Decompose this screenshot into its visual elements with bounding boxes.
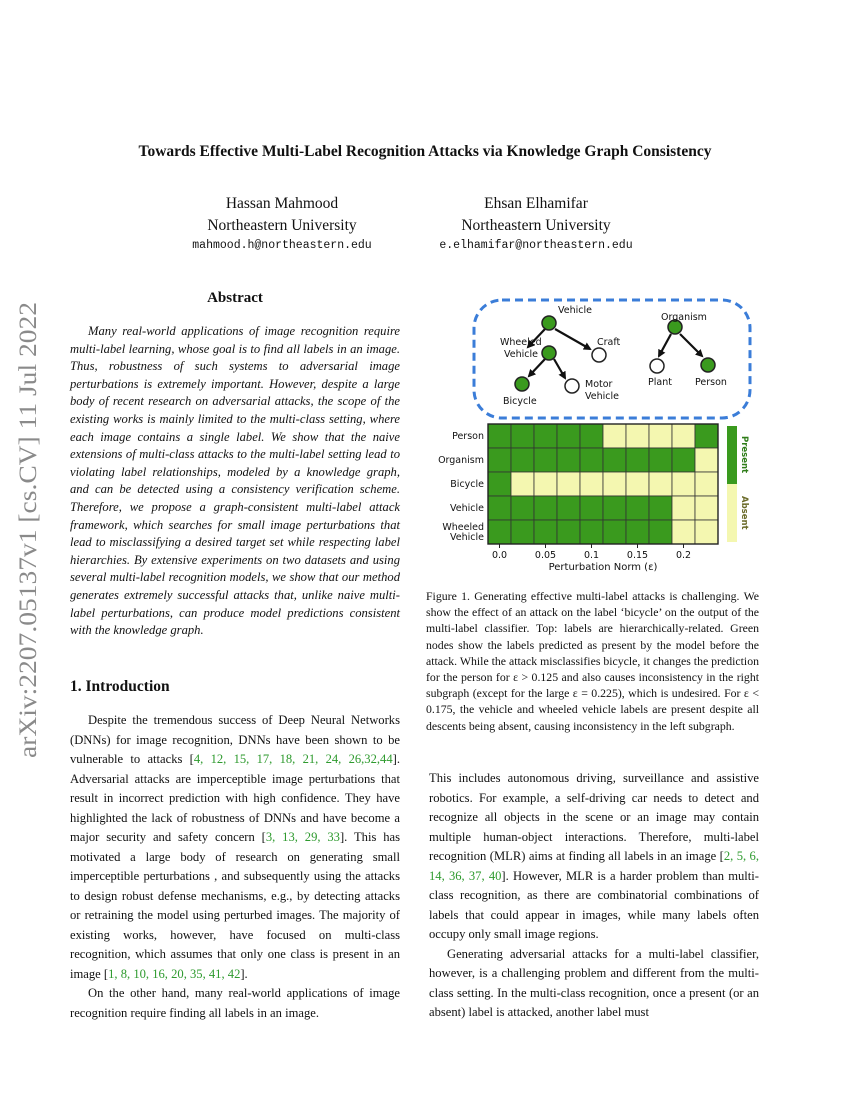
heatmap-cell bbox=[557, 520, 580, 544]
heatmap-cell bbox=[672, 496, 695, 520]
heatmap-cell bbox=[580, 472, 603, 496]
intro-paragraph-1 bbox=[70, 711, 400, 984]
heatmap-cell bbox=[672, 520, 695, 544]
heatmap-cell bbox=[534, 520, 557, 544]
heatmap-cell bbox=[488, 520, 511, 544]
intro-text: ]. Adversarial attacks are imperceptible image perturbations that result in incorrect prediction with high confidence. They have highlighted the lack of robustness of DNNs and have become a major security and safety concern [ bbox=[70, 752, 400, 844]
intro-left-column bbox=[70, 711, 400, 1023]
heatmap-cell bbox=[695, 520, 718, 544]
heatmap-row-label: Organism bbox=[438, 455, 484, 466]
heatmap-cell bbox=[603, 472, 626, 496]
legend-present-label: Present bbox=[739, 436, 749, 474]
intro-text: ]. However, MLR is a harder problem than multi-class recognition, as there are combinatorial combinations of labels that could appear in images, while many labels often occupy only small image regions. bbox=[429, 868, 759, 941]
citation-links[interactable]: 3, 13, 29, 33 bbox=[265, 830, 340, 844]
label-craft: Craft bbox=[597, 337, 621, 348]
label-wheeled-2: Vehicle bbox=[504, 349, 538, 360]
label-organism: Organism bbox=[661, 312, 707, 323]
arxiv-stamp-text: arXiv:2207.05137v1 [cs.CV] 11 Jul 2022 bbox=[15, 343, 42, 758]
heatmap-xtick-label: 0.15 bbox=[626, 550, 649, 561]
node-vehicle bbox=[542, 316, 556, 330]
label-motor-1: Motor bbox=[585, 379, 613, 390]
heatmap-cell bbox=[695, 448, 718, 472]
graph-node-labels bbox=[500, 305, 727, 407]
intro-paragraph-2: On the other hand, many real-world applications of image recognition require finding all labels in an image. bbox=[70, 986, 400, 1020]
intro-paragraph-3 bbox=[429, 769, 759, 945]
heatmap-cell bbox=[580, 496, 603, 520]
heatmap-cell bbox=[511, 448, 534, 472]
citation-links[interactable]: 1, 8, 10, 16, 20, 35, 41, 42 bbox=[108, 966, 241, 981]
author-1-name: Hassan Mahmood bbox=[225, 195, 339, 212]
legend-absent-label: Absent bbox=[739, 496, 749, 530]
heatmap-cell bbox=[557, 448, 580, 472]
heatmap-cell bbox=[649, 520, 672, 544]
author-1 bbox=[167, 193, 397, 255]
edge-wheeled-bicycle bbox=[529, 359, 545, 376]
heatmap-cell bbox=[626, 448, 649, 472]
heatmap-xtick-label: 0.05 bbox=[534, 550, 557, 561]
heatmap-cell bbox=[488, 448, 511, 472]
heatmap-xlabel: Perturbation Norm (ε) bbox=[548, 562, 658, 573]
author-2 bbox=[421, 193, 651, 255]
figure-1-caption: Figure 1. Generating effective multi-label attacks is challenging. We show the effect of an attack on the label ‘bicycle’ on the output of the multi-label classifier. Top: labels are hierarchically-related. Green nodes show the labels predicted as present by the model before the attack. While the attack misclassifies bicycle, it changes the prediction for the person for ε > 0.125 and also causes inconsistency in the right subgraph (except for the large ε = 0.225), which is undesired. For ε < 0.175, the vehicle and wheeled vehicle labels are present despite all descents being absent, causing inconsistency in the left subgraph. bbox=[426, 589, 759, 733]
paper-title: Towards Effective Multi-Label Recognition Attacks via Knowledge Graph Consistency bbox=[138, 143, 712, 160]
author-1-affiliation: Northeastern University bbox=[207, 217, 357, 234]
heatmap-cell bbox=[649, 496, 672, 520]
heatmap-cell bbox=[649, 424, 672, 448]
abstract-text: Many real-world applications of image recognition require multi-label learning, whose goal is to find all labels in an image. Thus, robustness of such systems to adversarial image perturbations is extremely important. However, despite a large body of recent research on adversarial attacks, the scope of the existing works is mainly limited to the multi-class setting, where each image contains a single label. We show that the naive extensions of multi-class attacks to the multi-label setting lead to violating label relationships, modeled by a knowledge graph, and can be detected using a consistency verification scheme. Therefore, we propose a graph-consistent multi-label attack framework, which searches for small image perturbations that lead to misclassifying a desired target set while respecting label hierarchies. By extensive experiments on two datasets and using several multi-label recognition models, we show that our method generates extremely successful attacks that, unlike naive multi-label perturbations, can produce model predictions consistent with the knowledge graph. bbox=[70, 324, 400, 638]
heatmap-cell bbox=[534, 424, 557, 448]
heatmap-cell bbox=[603, 496, 626, 520]
arxiv-stamp bbox=[6, 300, 46, 760]
heatmap-cell bbox=[580, 448, 603, 472]
heatmap-cell bbox=[557, 496, 580, 520]
heatmap-cell bbox=[603, 448, 626, 472]
heatmap-cell bbox=[672, 448, 695, 472]
heatmap-legend bbox=[727, 426, 749, 542]
author-2-name: Ehsan Elhamifar bbox=[484, 195, 588, 212]
intro-text: This includes autonomous driving, surveillance and assistive robotics. For example, a self-driving car needs to detect and recognize all objects in the scene or an image may contain multiple human-object interactions. Therefore, multi-label recognition (MLR) aims at finding all labels in an image [ bbox=[429, 771, 759, 863]
heatmap-cell bbox=[511, 496, 534, 520]
node-bicycle bbox=[515, 377, 529, 391]
heatmap-row-label: Bicycle bbox=[450, 479, 484, 490]
heatmap-cell bbox=[695, 472, 718, 496]
heatmap-row-label: Vehicle bbox=[450, 532, 484, 543]
legend-present-swatch bbox=[727, 426, 737, 484]
intro-text: ]. This has motivated a large body of research on generating small imperceptible perturbations , and subsequently using the attacks to design robust defense mechanisms, e.g., by detecting attacks or retraining the model using perturbed images. The majority of existing works, however, have focused on multi-class recognition, which assumes that only one class is present in an image [ bbox=[70, 830, 401, 981]
heatmap-cell bbox=[626, 520, 649, 544]
heatmap-cell bbox=[557, 424, 580, 448]
heatmap-cell bbox=[534, 472, 557, 496]
heatmap-xtick-label: 0.2 bbox=[675, 550, 692, 561]
legend-absent-swatch bbox=[727, 484, 737, 542]
graph-nodes bbox=[515, 316, 715, 393]
label-person: Person bbox=[695, 377, 727, 388]
node-craft bbox=[592, 348, 606, 362]
label-plant: Plant bbox=[648, 377, 672, 388]
heatmap-cell bbox=[695, 424, 718, 448]
heatmap-cell bbox=[626, 424, 649, 448]
heatmap-cell bbox=[672, 424, 695, 448]
author-2-affiliation: Northeastern University bbox=[461, 217, 611, 234]
intro-text: ]. bbox=[240, 966, 248, 981]
label-motor-2: Vehicle bbox=[585, 391, 619, 402]
heatmap-cell bbox=[488, 496, 511, 520]
edge-organism-person bbox=[680, 334, 702, 356]
abstract-heading: Abstract bbox=[207, 290, 263, 306]
attack-heatmap bbox=[438, 424, 718, 573]
edge-organism-plant bbox=[659, 334, 671, 356]
intro-paragraph-4: Generating adversarial attacks for a multi-label classifier, however, is a challenging problem and different from the multi-class setting. In the multi-class recognition, once a present (or an absent) label is attacked, another label must bbox=[429, 946, 759, 1019]
heatmap-cell bbox=[603, 520, 626, 544]
heatmap-row-label: Person bbox=[452, 431, 484, 442]
heatmap-cell bbox=[511, 472, 534, 496]
heatmap-row-label: Wheeled bbox=[442, 522, 484, 533]
section-heading-introduction: 1. Introduction bbox=[70, 678, 170, 695]
heatmap-cell bbox=[488, 472, 511, 496]
node-wheeled-vehicle bbox=[542, 346, 556, 360]
heatmap-xtick-label: 0.1 bbox=[583, 550, 600, 561]
author-2-email[interactable]: e.elhamifar@northeastern.edu bbox=[439, 239, 633, 252]
edge-wheeled-motor bbox=[554, 359, 565, 378]
heatmap-cell bbox=[649, 448, 672, 472]
node-plant bbox=[650, 359, 664, 373]
heatmap-cell bbox=[534, 448, 557, 472]
heatmap-cell bbox=[511, 424, 534, 448]
heatmap-cell bbox=[580, 520, 603, 544]
label-vehicle: Vehicle bbox=[558, 305, 592, 316]
edge-vehicle-craft bbox=[555, 329, 590, 349]
heatmap-cell bbox=[557, 472, 580, 496]
citation-links[interactable]: 4, 12, 15, 17, 18, 21, 24, 26,32,44 bbox=[193, 752, 393, 766]
node-motor-vehicle bbox=[565, 379, 579, 393]
heatmap-cell bbox=[672, 472, 695, 496]
heatmap-cell bbox=[580, 424, 603, 448]
heatmap-cell bbox=[695, 496, 718, 520]
heatmap-cell bbox=[649, 472, 672, 496]
intro-right-column bbox=[429, 769, 759, 1023]
label-wheeled-1: Wheeled bbox=[500, 337, 542, 348]
figure-1-svg bbox=[428, 296, 760, 576]
label-bicycle: Bicycle bbox=[503, 396, 537, 407]
heatmap-cell bbox=[626, 472, 649, 496]
heatmap-cell bbox=[511, 520, 534, 544]
heatmap-xtick-label: 0.0 bbox=[491, 550, 508, 561]
author-1-email[interactable]: mahmood.h@northeastern.edu bbox=[192, 239, 372, 252]
heatmap-cell bbox=[626, 496, 649, 520]
heatmap-cell bbox=[488, 424, 511, 448]
heatmap-cell bbox=[603, 424, 626, 448]
intro-text: Despite the tremendous success of Deep Neural Networks (DNNs) for image recognition, DNNs have been shown to be vulnerable to attacks [ bbox=[70, 713, 400, 766]
figure-1 bbox=[428, 296, 760, 576]
citation-links[interactable]: 2, 5, 6, 14, 36, 37, 40 bbox=[429, 849, 759, 883]
node-person bbox=[701, 358, 715, 372]
heatmap-row-label: Vehicle bbox=[450, 503, 484, 514]
heatmap-cell bbox=[534, 496, 557, 520]
